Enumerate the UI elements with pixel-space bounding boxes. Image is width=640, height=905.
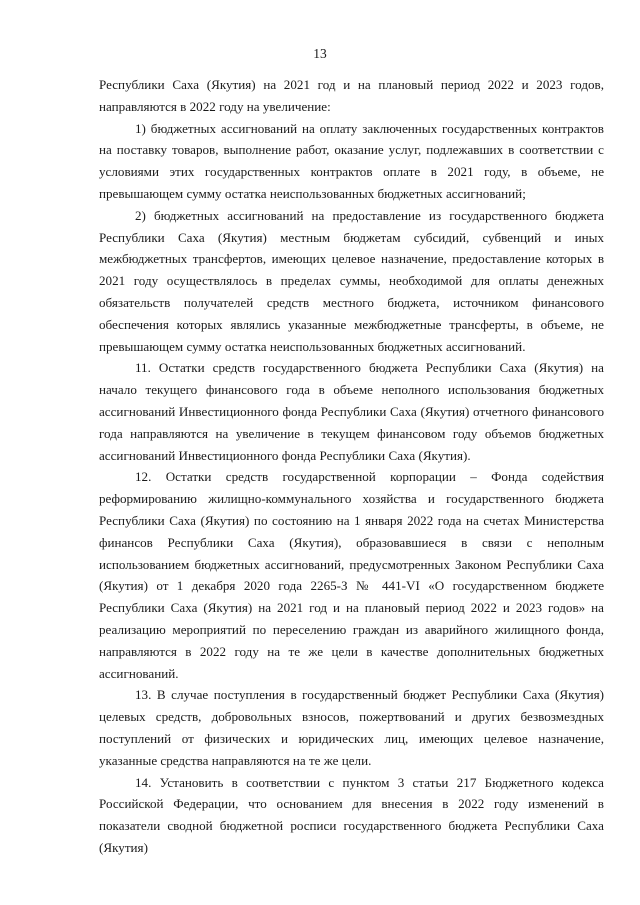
paragraph-continuation: Республики Саха (Якутия) на 2021 год и на плановый период 2022 и 2023 годов, направляются в 2022 году на увеличение: <box>99 77 604 114</box>
paragraph-item-1: 1) бюджетных ассигнований на оплату заключенных государственных контрактов на поставку товаров, выполнение работ, оказание услуг, подлежавших в соответствии с условиями этих государственных контрактов оплате в 2021 году, в объеме, не превышающем сумму остатка неиспользованных бюджетных ассигнований; <box>99 120 604 201</box>
page-number: 13 <box>313 46 327 61</box>
paragraph-clause-12: 12. Остатки средств государственной корпорации – Фонда содействия реформированию жилищно-коммунального хозяйства и государственного бюджета Республики Саха (Якутия) по состоянию на 1 января 2022 года на счетах Министерства финансов Республики Саха (Якутия), образовавшиеся в связи с неполным использованием бюджетных ассигнований, предусмотренных Законом Республики Саха (Якутия) от 1 декабря 2020 года 2265-З № 441-VI «О государственном бюджете Республики Саха (Якутия) на 2021 год и на плановый период 2022 и 2023 годов» на реализацию мероприятий по переселению граждан из аварийного жилищного фонда, направляются в 2022 году на те же цели в качестве дополнительных бюджетных ассигнований. <box>99 469 604 681</box>
paragraph-clause-14: 14. Установить в соответствии с пунктом 3 статьи 217 Бюджетного кодекса Российской Федерации, что основанием для внесения в 2022 году изменений в показатели сводной бюджетной росписи государственного бюджета Республики Саха (Якутия) <box>99 774 604 855</box>
document-body <box>99 74 604 859</box>
paragraph-clause-11: 11. Остатки средств государственного бюджета Республики Саха (Якутия) на начало текущего финансового года в объеме неполного использования бюджетных ассигнований Инвестиционного фонда Республики Саха (Якутия) отчетного финансового года направляются на увеличение в текущем финансовом году объемов бюджетных ассигнований Инвестиционного фонда Республики Саха (Якутия). <box>99 360 604 463</box>
paragraph-clause-13: 13. В случае поступления в государственный бюджет Республики Саха (Якутия) целевых средств, добровольных взносов, пожертвований и других безвозмездных поступлений от физических и юридических лиц, имеющих целевое назначение, указанные средства направляются на те же цели. <box>99 687 604 768</box>
paragraph-item-2: 2) бюджетных ассигнований на предоставление из государственного бюджета Республики Саха (Якутия) местным бюджетам субсидий, субвенций и иных межбюджетных трансфертов, имеющих целевое назначение, предоставление которых в 2021 году осуществлялось в пределах суммы, необходимой для оплаты денежных обязательств получателей средств местного бюджета, источником финансового обеспечения которых являлись указанные межбюджетные трансферты, в объеме, не превышающем сумму остатка неиспользованных бюджетных ассигнований. <box>99 207 604 354</box>
